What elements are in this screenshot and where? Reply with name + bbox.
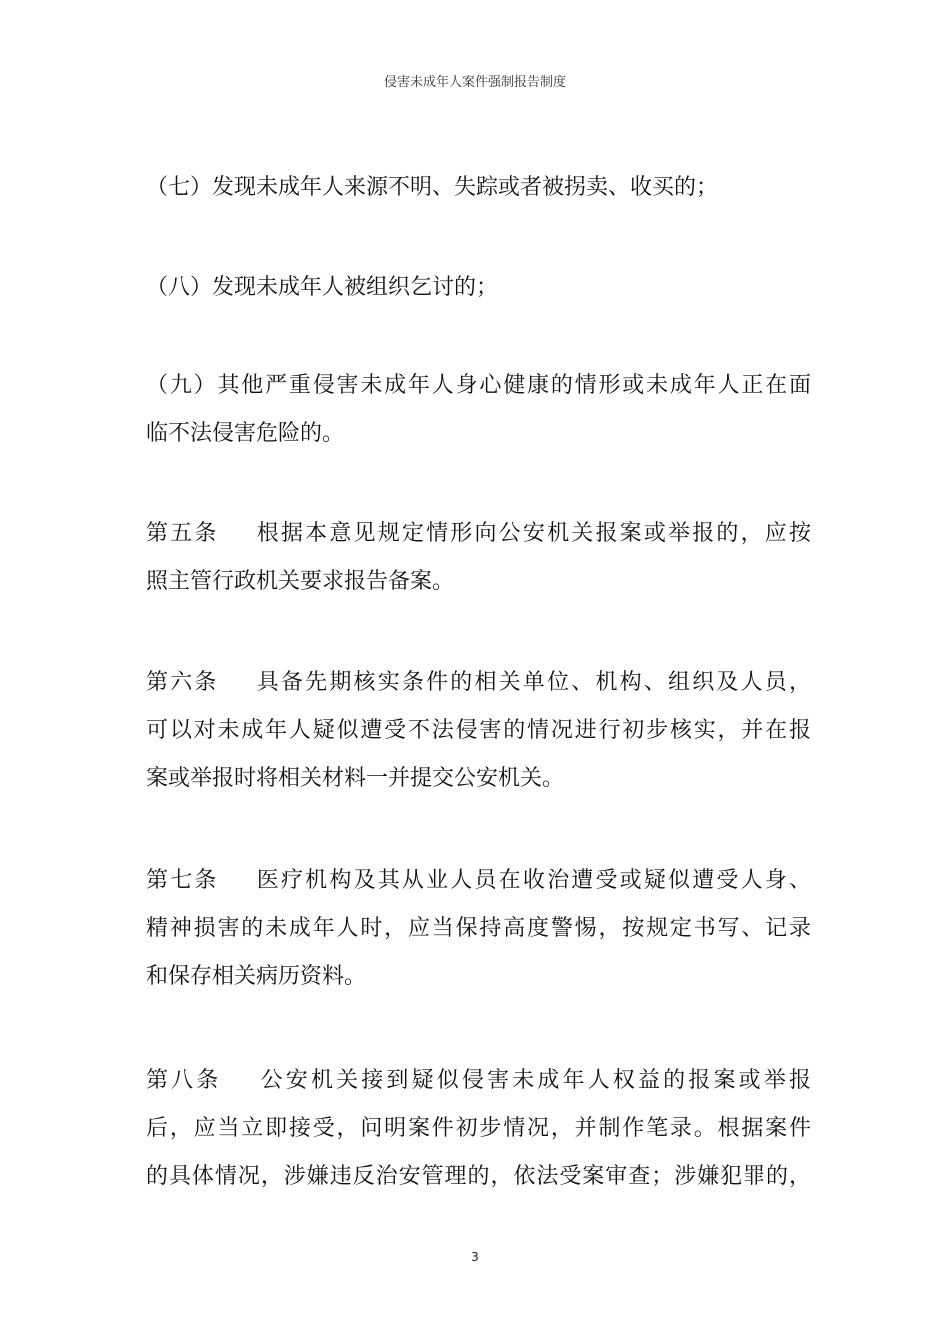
article-7-line-1 <box>146 857 811 905</box>
article-5-line-2: 照主管行政机关要求报告备案。 <box>146 569 455 594</box>
article-6-line-1-text: 具备先期核实条件的相关单位、机构、组织及人员， <box>254 670 811 695</box>
article-6-line-1 <box>146 659 811 707</box>
item-9-line-2: 临不法侵害危险的。 <box>146 421 345 446</box>
article-8-line-1 <box>146 1057 811 1105</box>
item-8 <box>146 264 811 312</box>
item-8-text: （八）发现未成年人被组织乞讨的； <box>146 275 499 300</box>
item-9-line-1: （九）其他严重侵害未成年人身心健康的情形或未成年人正在面 <box>146 373 811 398</box>
article-6 <box>146 659 811 803</box>
page-number: 3 <box>471 1250 479 1264</box>
article-8-label: 第八条 <box>146 1068 222 1093</box>
article-8-line-1-text: 公安机关接到疑似侵害未成年人权益的报案或举报 <box>257 1068 811 1093</box>
article-8-line-2: 后，应当立即接受，问明案件初步情况，并制作笔录。根据案件 <box>146 1116 811 1141</box>
article-7-label: 第七条 <box>146 868 219 893</box>
article-8-line-3: 的具体情况，涉嫌违反治安管理的，依法受案审查；涉嫌犯罪的， <box>146 1164 811 1189</box>
item-7-text: （七）发现未成年人来源不明、失踪或者被拐卖、收买的； <box>146 175 719 200</box>
article-7 <box>146 857 811 1001</box>
article-7-line-2: 精神损害的未成年人时，应当保持高度警惕，按规定书写、记录 <box>146 916 811 941</box>
article-5-line-1-text: 根据本意见规定情形向公安机关报案或举报的，应按 <box>254 521 811 546</box>
article-6-line-2: 可以对未成年人疑似遭受不法侵害的情况进行初步核实，并在报 <box>146 718 811 743</box>
article-6-line-3: 案或举报时将相关材料一并提交公安机关。 <box>146 766 565 791</box>
page-header: 侵害未成年人案件强制报告制度 <box>383 75 566 90</box>
article-5-line-1 <box>146 510 811 558</box>
article-5 <box>146 510 811 606</box>
article-5-label: 第五条 <box>146 521 219 546</box>
article-6-label: 第六条 <box>146 670 219 695</box>
article-7-line-3: 和保存相关病历资料。 <box>146 964 367 989</box>
article-8 <box>146 1057 811 1201</box>
item-9 <box>146 362 811 458</box>
item-7 <box>146 164 811 212</box>
article-7-line-1-text: 医疗机构及其从业人员在收治遭受或疑似遭受人身、 <box>254 868 811 893</box>
